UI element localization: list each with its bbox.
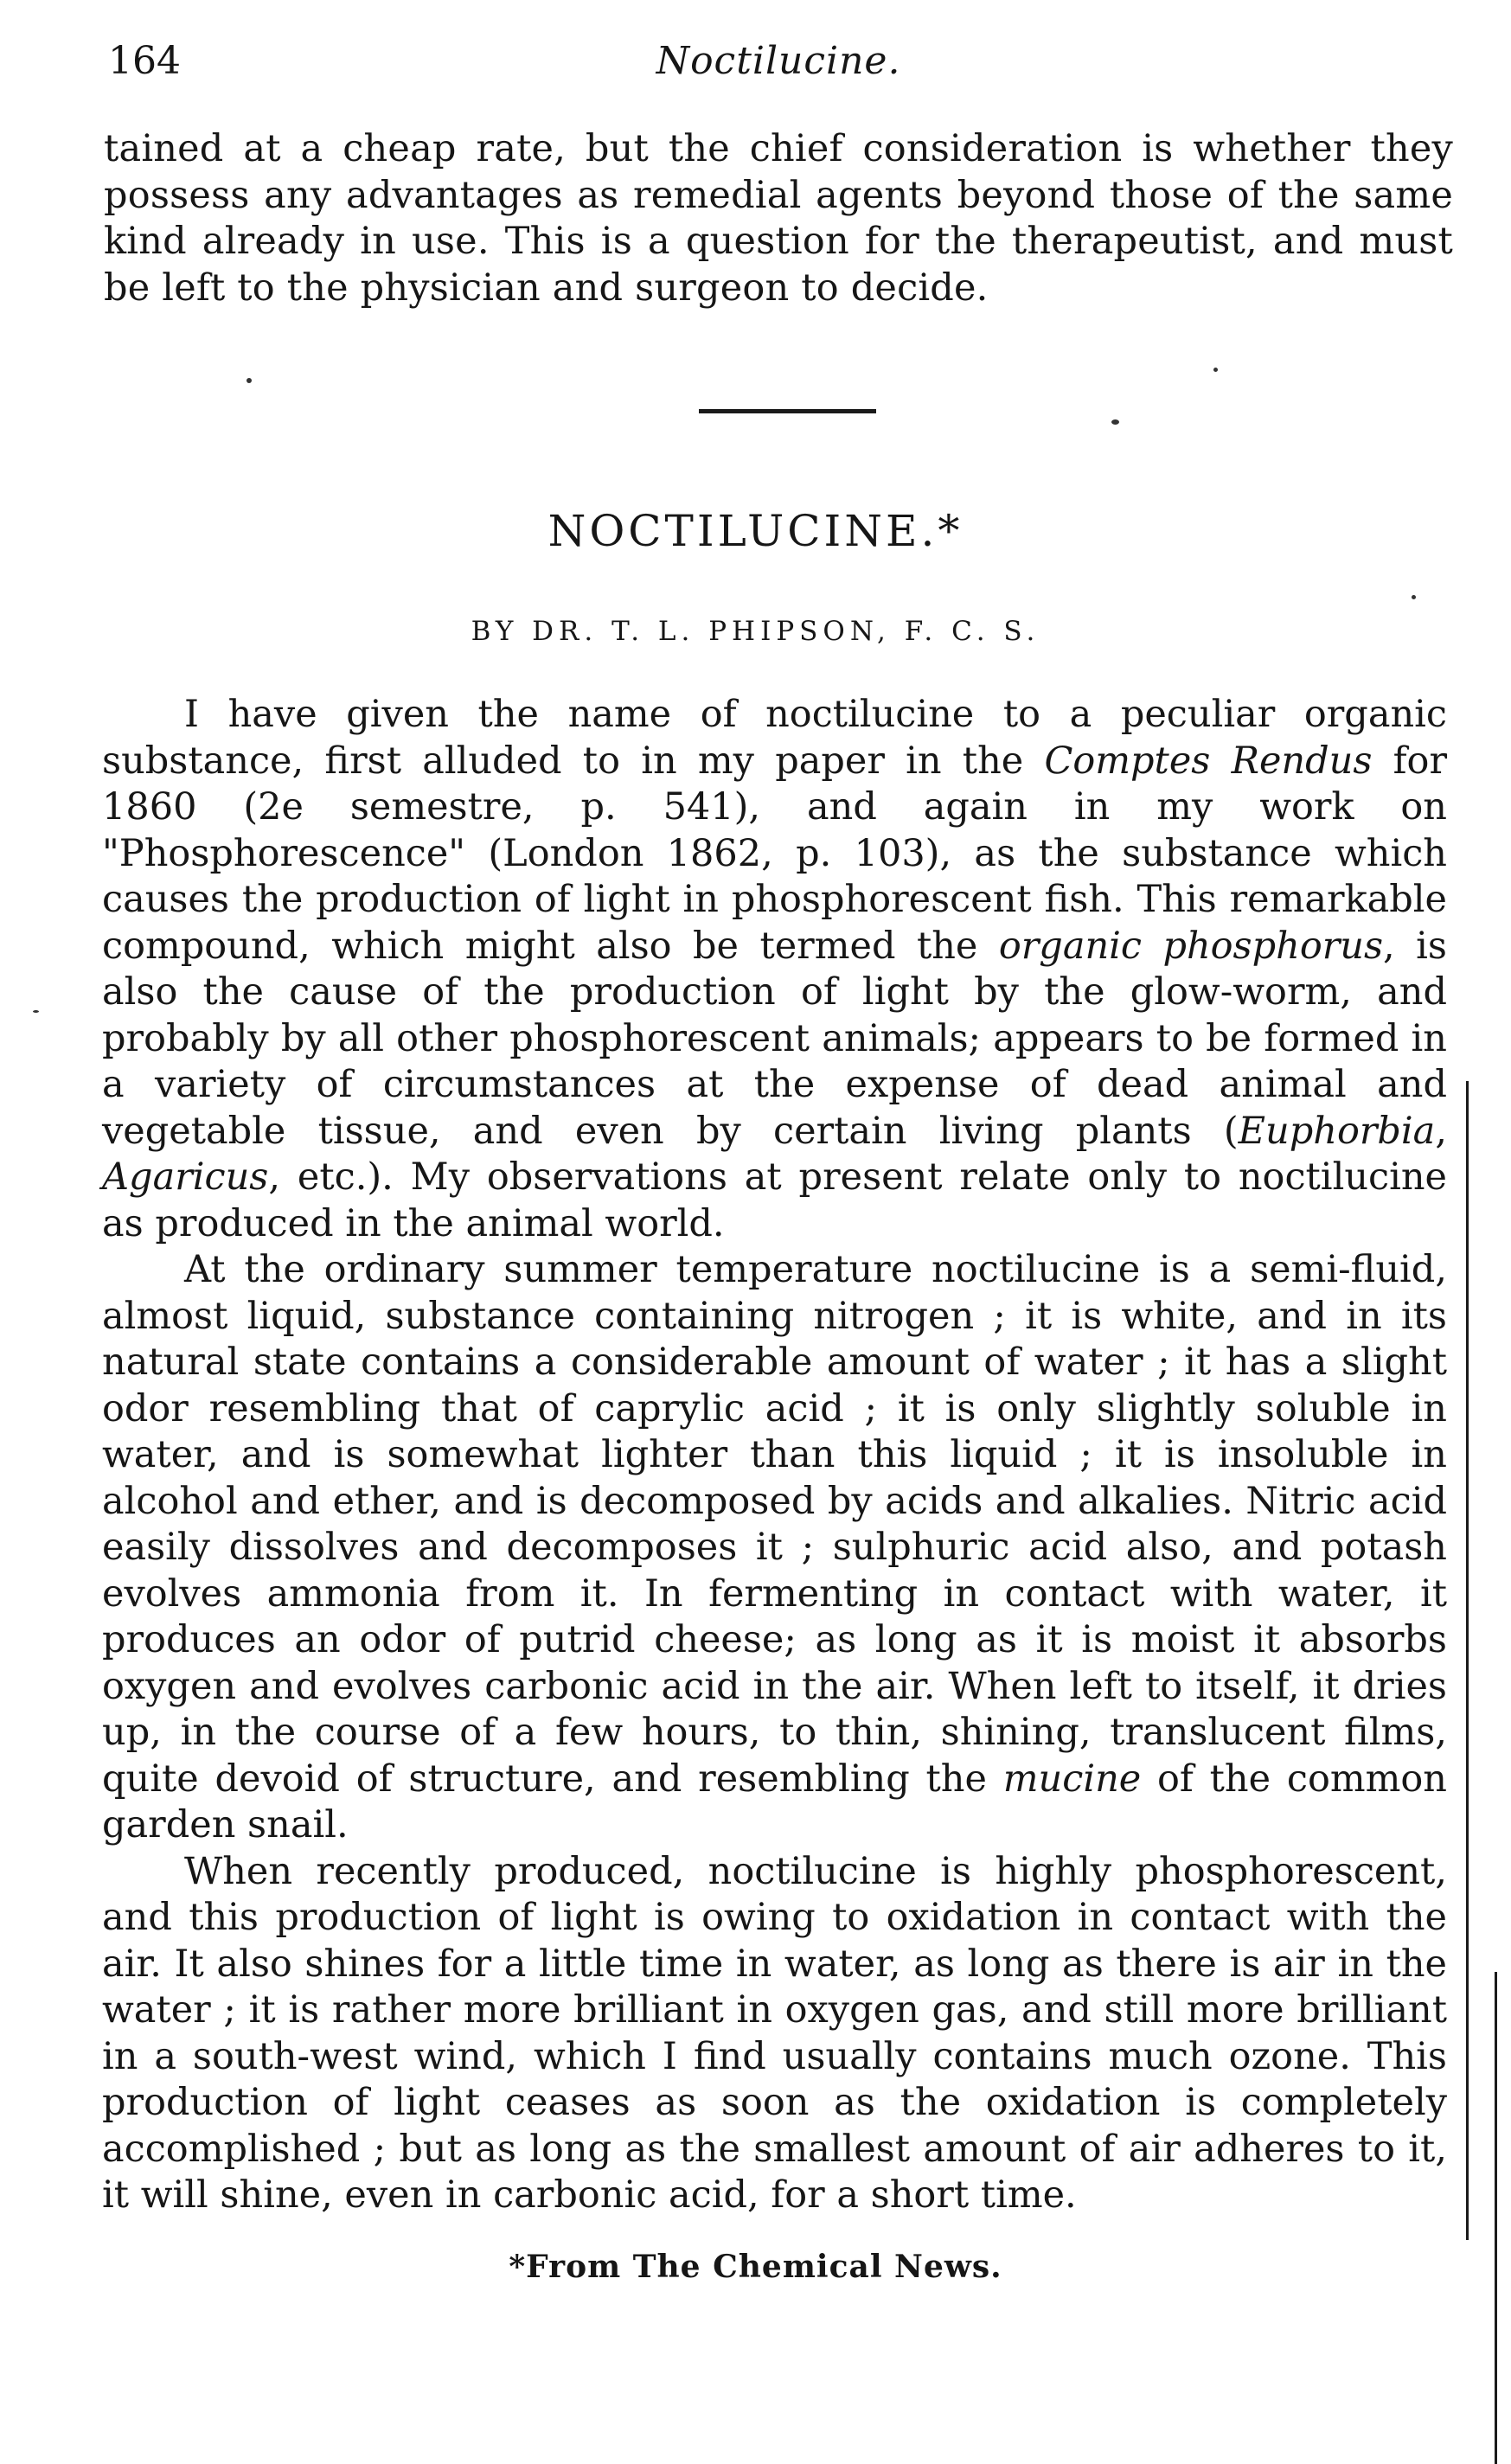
paragraph-text: ,	[1435, 1109, 1447, 1153]
running-head: Noctilucine.	[656, 39, 901, 83]
section-divider-rule	[699, 409, 876, 413]
print-speck	[1111, 419, 1119, 425]
body-paragraph-1	[102, 692, 1447, 1247]
page-number: 164	[108, 39, 181, 83]
article-body	[102, 692, 1447, 2219]
continuation-paragraph	[104, 126, 1453, 311]
emphasis-text: mucine	[1002, 1757, 1142, 1801]
emphasis-text: Comptes Rendus	[1044, 739, 1373, 783]
emphasis-text: organic phosphorus	[998, 924, 1384, 968]
article-byline: BY DR. T. L. PHIPSON, F. C. S.	[471, 616, 1040, 647]
continuation-text: tained at a cheap rate, but the chief consideration is whether they possess any advantages as remedial agents beyond those of the same kind already in use. This is a question for the therapeutist, and must be left to the physician and surgeon to decide.	[104, 127, 1453, 310]
paragraph-text: , is also the cause of the production of light by the glow-worm, and probably by all other phosphorescent animals; appears to be formed in a variety of circumstances at the expense of dead animal and vegetable tissue, and even by certain living plants (	[102, 924, 1448, 1153]
footnote: *From The Chemical News.	[509, 2249, 1002, 2285]
print-speck	[1412, 595, 1416, 599]
emphasis-text: Euphorbia	[1238, 1109, 1436, 1153]
page-header	[108, 39, 1449, 99]
paragraph-text: , etc.). My observations at present relate only to noctilucine as produced in the animal world.	[102, 1155, 1447, 1245]
print-speck	[1213, 368, 1218, 372]
paragraph-text: I have given the name of noctilucine to a peculiar organic substance, first alluded to in my paper in the	[102, 693, 1447, 783]
paragraph-text: of the common garden snail.	[102, 1757, 1447, 1846]
body-paragraph-2	[102, 1247, 1447, 1849]
margin-scan-line	[1466, 1081, 1469, 2240]
paragraph-text: At the ordinary summer temperature noctilucine is a semi-fluid, almost liquid, substance containing nitrogen ; it is white, and in its natural state contains a considerable amount of water ; it has a slight odor resembling that of caprylic acid ; it is only slightly soluble in water, and is somewhat lighter than this liquid ; it is insoluble in alcohol and ether, and is decomposed by acids and alkalies. Nitric acid easily dissolves and decomposes it ; sulphuric acid also, and potash evolves ammonia from it. In fermenting in contact with water, it produces an odor of putrid cheese; as long as it is moist it absorbs oxygen and evolves carbonic acid in the air. When left to itself, it dries up, in the course of a few hours, to thin, shining, translucent films, quite devoid of structure, and resembling the	[102, 1248, 1447, 1801]
print-speck	[246, 378, 252, 383]
article-title: NOCTILUCINE.*	[547, 506, 964, 556]
print-speck	[33, 1010, 39, 1013]
emphasis-text: Agaricus	[102, 1155, 269, 1199]
paragraph-text: for 1860 (2e semestre, p. 541), and again in my work on "Phosphorescence" (London 1862, p. 103), as the substance which causes the production of light in phosphorescent fish. This remarkable compound, which might also be termed the	[102, 739, 1448, 968]
edge-scan-line	[1495, 1972, 1497, 2464]
body-paragraph-3: When recently produced, noctilucine is highly phosphorescent, and this production of light is owing to oxidation in contact with the air. It also shines for a little time in water, as long as there is air in the water ; it is rather more brilliant in oxygen gas, and still more brilliant in a south-west wind, which I find usually contains much ozone. This production of light ceases as soon as the oxidation is completely accomplished ; but as long as the smallest amount of air adheres to it, it will shine, even in carbonic acid, for a short time.	[102, 1849, 1447, 2217]
